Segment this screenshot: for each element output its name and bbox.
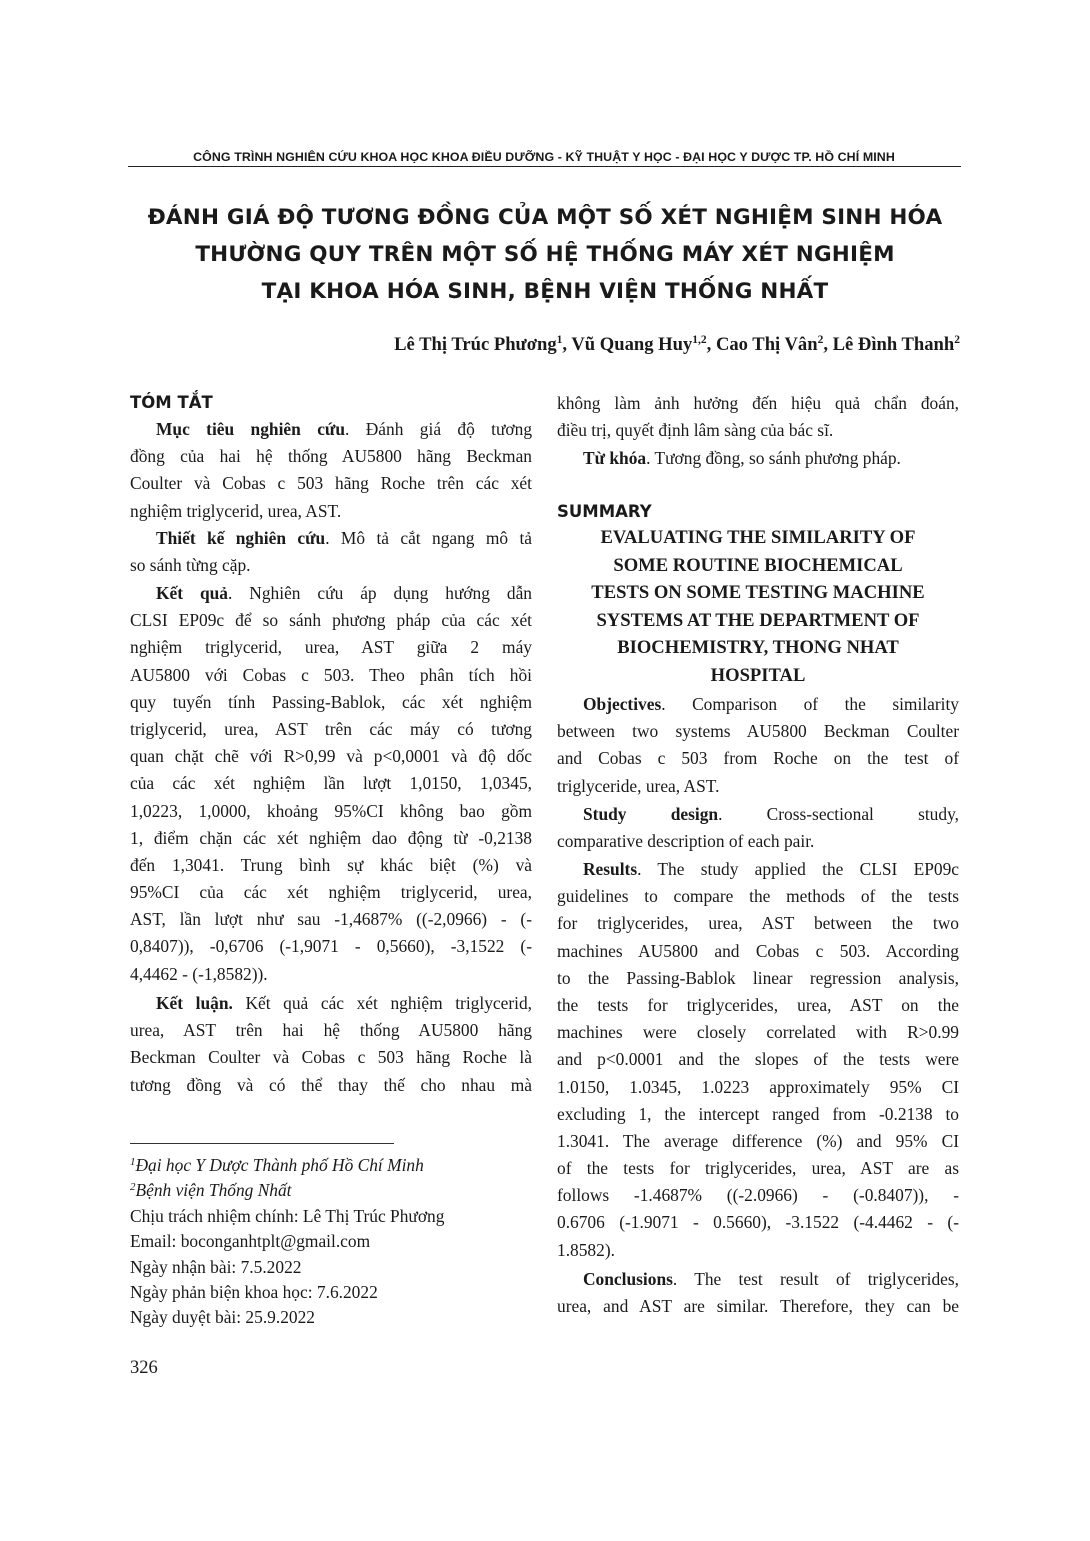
review-date: Ngày phản biện khoa học: 7.6.2022 [130, 1282, 378, 1303]
results-paragraph-en [557, 856, 959, 1264]
conclusions-paragraph [557, 1266, 959, 1320]
keywords-paragraph [557, 445, 959, 472]
text-line: and Cobas c 503 from Roche on the test of [557, 748, 959, 769]
text-line: machines AU5800 and Cobas c 503. According [557, 940, 959, 961]
objectives-label: Objectives [583, 694, 662, 714]
title-line: BIOCHEMISTRY, THONG NHAT [617, 637, 899, 659]
author-separator: , [562, 334, 572, 355]
text-line: không làm ảnh hưởng đến hiệu quả chẩn đoán, [557, 393, 959, 413]
text-line: 1.0150, 1.0345, 1.0223 approximately 95% CI [557, 1076, 959, 1097]
author-list [200, 334, 960, 356]
text-line: of the tests for triglycerides, urea, AST are as [557, 1158, 959, 1179]
text-line: comparative description of each pair. [557, 831, 815, 852]
footnote-rule [130, 1143, 394, 1144]
conclusions-label: Conclusions [583, 1269, 673, 1289]
text-line: . Cross-sectional study, [718, 804, 959, 824]
title-line: TESTS ON SOME TESTING MACHINE [591, 582, 925, 604]
text-line: 1.3041. The average difference (%) and 95% CI [557, 1130, 959, 1151]
text-line: quan chặt chẽ với R>0,99 và p<0,0001 và độ dốc [130, 746, 532, 767]
title-line: SYSTEMS AT THE DEPARTMENT OF [596, 609, 920, 631]
text-line: của các xét nghiệm lần lượt 1,0150, 1,0345, [130, 773, 532, 794]
text-line: tương đồng và có thể thay thế cho nhau mà [130, 1074, 532, 1095]
text-line: the tests for triglycerides, urea, AST on the [557, 994, 959, 1015]
author-name: Lê Đình Thanh [832, 334, 955, 355]
text-line: Kết quả các xét nghiệm triglycerid, [232, 993, 532, 1013]
conclusion-label: Kết luận. [156, 993, 233, 1013]
text-line: 1, điểm chặn các xét nghiệm dao động từ -0,2138 [130, 827, 532, 848]
text-line: . Mô tả cắt ngang mô tả [325, 528, 533, 548]
text-line: CLSI EP09c để so sánh phương pháp của các xét [130, 610, 532, 631]
text-line: and p<0.0001 and the slopes of the tests were [557, 1049, 959, 1070]
title-line: TẠI KHOA HÓA SINH, BỆNH VIỆN THỐNG NHẤT [261, 279, 829, 304]
author-affiliation: 2 [954, 334, 960, 346]
text-line: excluding 1, the intercept ranged from -0.2138 to [557, 1103, 959, 1124]
text-line: nghiệm triglycerid, urea, AST. [130, 500, 342, 521]
text-line: . The test result of triglycerides, [672, 1269, 959, 1289]
keywords-label: Từ khóa [583, 448, 647, 468]
author-name: Vũ Quang Huy [571, 334, 693, 355]
abstract-heading: TÓM TẮT [130, 393, 213, 412]
study-design-label: Study design [583, 804, 719, 824]
text-line: machines were closely correlated with R>0.99 [557, 1022, 959, 1043]
design-paragraph [130, 525, 532, 579]
corresponding-author: Chịu trách nhiệm chính: Lê Thị Trúc Phương [130, 1205, 445, 1226]
footnotes [130, 1153, 550, 1331]
text-line: between two systems AU5800 Beckman Coulter [557, 721, 959, 742]
author-affiliation: 1,2 [692, 334, 707, 346]
footnote-text: Bệnh viện Thống Nhất [135, 1180, 292, 1201]
author-affiliation: 1 [556, 334, 563, 346]
text-line: nghiệm triglycerid, urea, AST giữa 2 máy [130, 637, 532, 658]
objectives-paragraph [557, 691, 959, 800]
text-line: urea, and AST are similar. Therefore, they can be [557, 1296, 959, 1317]
running-header: CÔNG TRÌNH NGHIÊN CỨU KHOA HỌC KHOA ĐIỀU DƯỠNG - KỸ THUẬT Y HỌC - ĐẠI HỌC Y DƯỢC TP. HỒ CHÍ MINH [193, 150, 895, 164]
email: Email: boconganhtplt@gmail.com [130, 1231, 371, 1252]
results-label-en: Results [583, 859, 638, 879]
text-line: for triglycerides, urea, AST between the two [557, 913, 959, 934]
text-line: . Đánh giá độ tương [345, 419, 533, 439]
accepted-date: Ngày duyệt bài: 25.9.2022 [130, 1307, 315, 1328]
text-line: Beckman Coulter và Cobas c 503 hãng Roche là [130, 1047, 532, 1068]
text-line: 1.8582). [557, 1239, 615, 1260]
text-line: Coulter và Cobas c 503 hãng Roche trên các xét [130, 473, 532, 494]
text-line: 0.6706 (-1.9071 - 0.5660), -3.1522 (-4.4462 - (- [557, 1212, 959, 1233]
objective-paragraph [130, 416, 532, 525]
text-line: 95%CI của các xét nghiệm triglycerid, urea, [130, 882, 532, 903]
author-name: Cao Thị Vân [715, 334, 818, 355]
text-line: follows -1.4687% ((-2.0966) - (-0.8407)), - [557, 1185, 959, 1206]
text-line: điều trị, quyết định lâm sàng của bác sĩ. [557, 420, 834, 441]
text-line: . Comparison of the similarity [661, 694, 959, 714]
affiliation-footnote [130, 1178, 550, 1203]
header-rule [128, 166, 961, 167]
footnote-marker: 1 [130, 1156, 136, 1168]
text-line: 0,8407)), -0,6706 (-1,9071 - 0,5660), -3,1522 (- [130, 936, 532, 957]
text-line: AU5800 với Cobas c 503. Theo phân tích hồi [130, 664, 532, 685]
author-affiliation: 2 [817, 334, 824, 346]
author-separator: , [823, 334, 833, 355]
text-line: đến 1,3041. Trung bình sự khác biệt (%) và [130, 854, 532, 875]
summary-heading: SUMMARY [557, 502, 652, 521]
footnote-marker: 2 [130, 1181, 136, 1194]
keywords-text: . Tương đồng, so sánh phương pháp. [646, 448, 901, 468]
text-line: AST, lần lượt như sau -1,4687% ((-2,0966) - (- [130, 909, 532, 930]
title-line: SOME ROUTINE BIOCHEMICAL [613, 554, 903, 576]
text-line: đồng của hai hệ thống AU5800 hãng Beckman [130, 446, 532, 467]
results-paragraph [130, 580, 532, 988]
title-line: EVALUATING THE SIMILARITY OF [600, 527, 916, 548]
text-line: . The study applied the CLSI EP09c [637, 859, 959, 879]
footnote-text: Đại học Y Dược Thành phố Hồ Chí Minh [135, 1155, 424, 1175]
design-label: Thiết kế nghiên cứu [156, 528, 326, 548]
continuation-paragraph [557, 390, 959, 444]
title-line: ĐÁNH GIÁ ĐỘ TƯƠNG ĐỒNG CỦA MỘT SỐ XÉT NGHIỆM SINH HÓA [147, 205, 943, 230]
text-line: guidelines to compare the methods of the tests [557, 886, 959, 907]
text-line: quy tuyến tính Passing-Bablok, các xét nghiệm [130, 691, 532, 712]
article-title [110, 199, 980, 310]
text-line: urea, AST trên hai hệ thống AU5800 hãng [130, 1020, 532, 1041]
text-line: 4,4462 - (-1,8582)). [130, 963, 268, 984]
text-line: 1,0223, 1,0000, khoảng 95%CI không bao gồm [130, 800, 532, 821]
text-line: triglycerid, urea, AST trên các máy có tương [130, 718, 532, 739]
text-line: to the Passing-Bablok linear regression analysis, [557, 967, 959, 988]
text-line: so sánh từng cặp. [130, 555, 251, 576]
title-line: HOSPITAL [710, 664, 806, 686]
text-line: triglyceride, urea, AST. [557, 775, 720, 796]
objective-label: Mục tiêu nghiên cứu [156, 419, 346, 439]
received-date: Ngày nhận bài: 7.5.2022 [130, 1256, 302, 1277]
title-line: THƯỜNG QUY TRÊN MỘT SỐ HỆ THỐNG MÁY XÉT NGHIỆM [195, 242, 895, 267]
author-name: Lê Thị Trúc Phương [394, 334, 557, 355]
english-title [557, 524, 959, 690]
text-line: . Nghiên cứu áp dụng hướng dẫn [228, 583, 532, 603]
study-design-paragraph [557, 801, 959, 855]
conclusion-paragraph [130, 990, 532, 1099]
page-number: 326 [130, 1358, 158, 1378]
author-separator: , [706, 334, 716, 355]
affiliation-footnote [130, 1153, 550, 1178]
results-label: Kết quả [156, 583, 229, 603]
